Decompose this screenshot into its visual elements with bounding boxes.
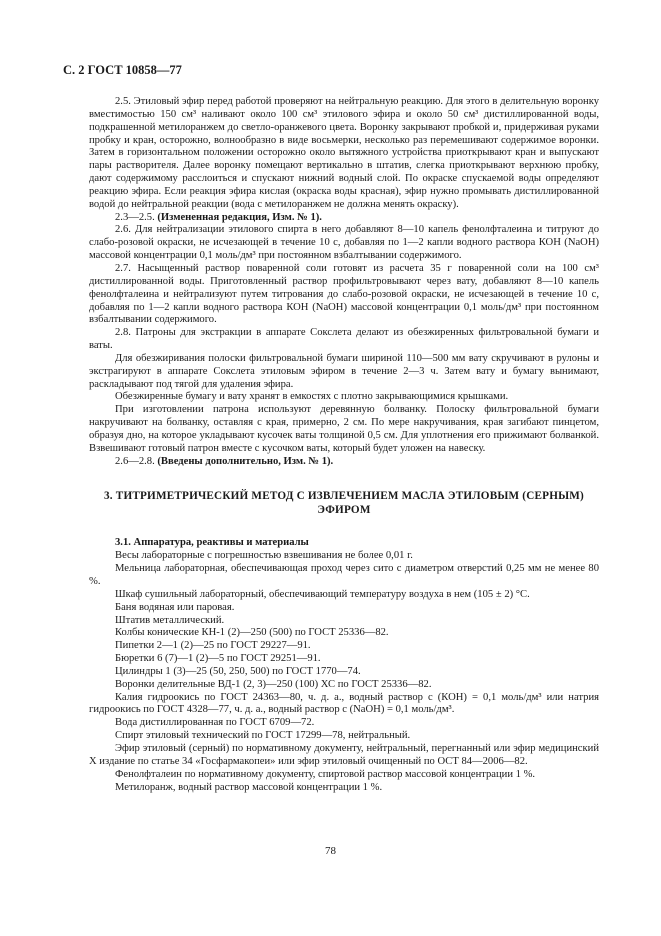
paragraph-degreasing: Для обезжиривания полоски фильтровальной бумаги шириной 110—500 мм вату скручивают в рулоны и экстрагируют в аппарате Сокслета этиловым эфиром в течение 2—3 ч. Затем вату и бумагу вынимают, раскладывают под тягой для удаления эфира. [89, 352, 599, 390]
list-item: Вода дистиллированная по ГОСТ 6709—72. [115, 717, 315, 729]
page-header: С. 2 ГОСТ 10858—77 [63, 63, 182, 77]
edit-note-1 [89, 212, 599, 225]
list-item: Мельница лабораторная, обеспечивающая проход через сито с диаметром отверстий 0,25 мм не менее 80 %. [89, 563, 599, 587]
edit-note-1-text: (Измененная редакция, Изм. № 1). [157, 211, 322, 223]
list-item: Весы лабораторные с погрешностью взвешивания не более 0,01 г. [115, 550, 413, 562]
list-item: Эфир этиловый (серный) по нормативному документу, нейтральный, перегнанный или эфир медицинский Х издание по статье 34 «Госфармакопеи» или эфир этиловый очищенный по ОСТ 84—2006—82. [89, 742, 599, 767]
edit-note-2-prefix: 2.6—2.8. [115, 455, 158, 467]
paragraph-storage: Обезжиренные бумагу и вату хранят в емкостях с плотно закрывающимися крышками. [115, 391, 509, 403]
section-title: 3. ТИТРИМЕТРИЧЕСКИЙ МЕТОД С ИЗВЛЕЧЕНИЕМ МАСЛА ЭТИЛОВЫМ (СЕРНЫМ) ЭФИРОМ [104, 490, 584, 516]
document-body [89, 96, 599, 794]
paragraph-2-7: 2.7. Насыщенный раствор поваренной соли готовят из расчета 35 г поваренной соли на 100 см³ дистиллированной воды. Приготовленный раствор профильтровывают через вату, добавляют 8—10 капель фенолфталеина и нейтрализуют путем титрования до слабо-розовой окраски, не исчезающей в течение 10 с, добавляя по 1—2 капли водного раствора КОН (NaOH) массовой концентрации 0,1 моль/дм³ при постоянном взбалтывании содержимого. [89, 262, 599, 326]
list-item: Шкаф сушильный лабораторный, обеспечивающий температуру воздуха в нем (105 ± 2) °С. [115, 588, 530, 600]
list-item: Пипетки 2—1 (2)—25 по ГОСТ 29227—91. [115, 640, 311, 652]
paragraph-2-6: 2.6. Для нейтрализации этилового спирта в него добавляют 8—10 капель фенолфталеина и титруют до слабо-розовой окраски, не исчезающей в течение 10 с, добавляя по 1—2 капли водного раствора КОН (NaOH) массовой концентрации 0,1 моль/дм³ при постоянном взбалтывании содержимого. [89, 224, 599, 262]
paragraph-2-8: 2.8. Патроны для экстракции в аппарате Сокслета делают из обезжиренных фильтровальной бумаги и ваты. [89, 327, 599, 352]
edit-note-2 [89, 456, 599, 469]
list-item: Метилоранж, водный раствор массовой концентрации 1 %. [115, 781, 383, 793]
list-item: Штатив металлический. [115, 614, 225, 626]
list-item: Спирт этиловый технический по ГОСТ 17299—78, нейтральный. [115, 730, 411, 742]
paragraph-2-5: 2.5. Этиловый эфир перед работой проверяют на нейтральную реакцию. Для этого в делительную воронку вместимостью 150 см³ наливают около 100 см³ этилового эфира и около 50 см³ дистиллированной воды, подкрашенной метилоранжем до светло-оранжевого цвета. Воронку закрывают пробкой и, придерживая руками пробку и кран, осторожно, волнообразно в виде восьмерки, несколько раз перемешивают содержимое воронки. Затем в горизонтальном положении осторожно около вытяжного устройства приоткрывают кран и выпускают пары растворителя. Далее воронку помещают вертикально в штатив, слегка приоткрывают верхнюю пробку, дают содержимому расслоиться и спускают нижний водный слой. По окраске спускаемой воды определяют реакцию эфира. Если реакция эфира кислая (окраска воды красная), эфир нужно промывать дистиллированной водой до нейтральной реакции (вода с метилоранжем не должна менять окраску). [89, 96, 599, 210]
edit-note-2-text: (Введены дополнительно, Изм. № 1). [157, 455, 334, 467]
edit-note-1-prefix: 2.3—2.5. [115, 211, 158, 223]
subsection-title: 3.1. Аппаратура, реактивы и материалы [115, 537, 309, 549]
page-number: 78 [325, 845, 336, 857]
list-item: Цилиндры 1 (3)—25 (50, 250, 500) по ГОСТ 1770—74. [115, 665, 361, 677]
paragraph-cartridge: При изготовлении патрона используют деревянную болванку. Полоску фильтровальной бумаги накручивают на болванку, оставляя с края, примерно, 2 см. По мере накручивания, края загибают пинцетом, образуя дно, на которое укладывают кусочек ваты толщиной 0,5 см. Для уплотнения его прижимают болванкой. Взвешивают готовый патрон вместе с кусочком ваты, который будет уложен на навеску. [89, 404, 599, 454]
list-item: Баня водяная или паровая. [115, 601, 235, 613]
materials-list [89, 550, 599, 794]
list-item: Бюретки 6 (7)—1 (2)—5 по ГОСТ 29251—91. [115, 653, 321, 665]
list-item: Фенолфталеин по нормативному документу, спиртовой раствор массовой концентрации 1 %. [115, 768, 536, 780]
list-item: Колбы конические КН-1 (2)—250 (500) по ГОСТ 25336—82. [115, 627, 389, 639]
list-item: Калия гидроокись по ГОСТ 24363—80, ч. д. а., водный раствор с (КОН) = 0,1 моль/дм³ или натрия гидроокись по ГОСТ 4328—77, ч. д. а., водный раствор с (NaOH) = 0,1 моль/дм³. [89, 691, 599, 716]
list-item: Воронки делительные ВД-1 (2, 3)—250 (100) ХС по ГОСТ 25336—82. [115, 678, 432, 690]
